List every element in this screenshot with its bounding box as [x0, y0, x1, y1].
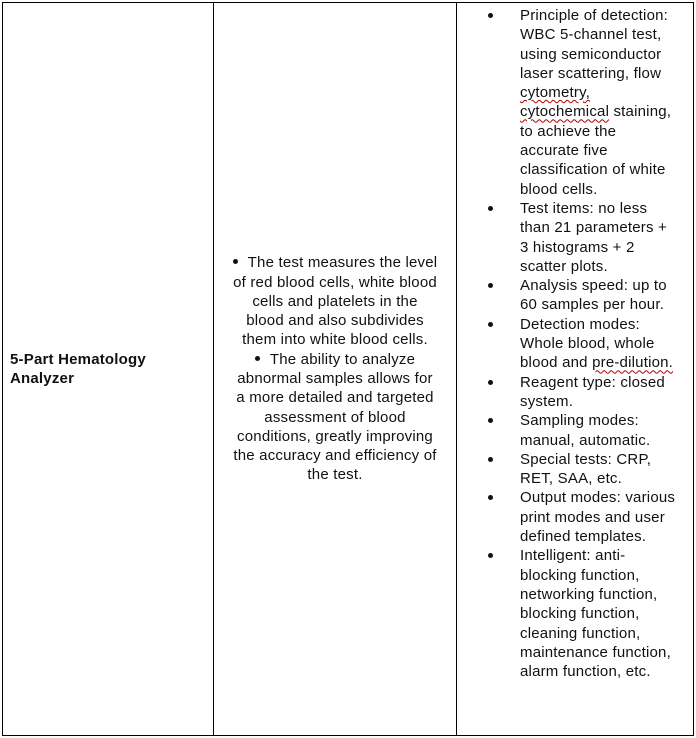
spec-text: Sampling modes: manual, automatic.: [520, 412, 651, 449]
spec-text-misspelled: cytochemical: [520, 103, 610, 121]
spec-item-sampling-modes: [457, 411, 693, 450]
spec-text-misspelled: cytometry,: [520, 84, 591, 102]
spec-item-intelligent-functions: [457, 546, 693, 681]
spec-text: Principle of detection: WBC 5-channel test, using semiconductor laser scattering, flow: [520, 7, 669, 82]
description-text: The ability to analyze abnormal samples allows for a more detailed and targeted assessment of blood conditions, greatly improving the accuracy and efficiency of the test.: [233, 350, 437, 484]
spec-bullet-list: [457, 6, 693, 681]
spec-text: Detection modes: Whole blood, whole blood and: [520, 315, 655, 372]
spec-text: Test items: no less than 21 parameters + 3 histograms + 2 scatter plots.: [520, 199, 668, 275]
spec-item-principle-of-detection: [457, 6, 693, 199]
spec-text: Output modes: various print modes and user defined templates.: [520, 489, 676, 546]
description-bullet-item: [232, 253, 438, 349]
spec-text: Analysis speed: up to 60 samples per hour.: [520, 277, 667, 314]
spec-item-detection-modes: [457, 315, 693, 373]
product-specs-cell: [456, 3, 693, 735]
spec-item-test-items: [457, 199, 693, 276]
description-bullet-list: [232, 253, 438, 485]
spec-text: staining, to achieve the accurate five classification of white blood cells.: [520, 103, 672, 198]
product-description-cell: [213, 3, 456, 735]
spec-text: Intelligent: anti-blocking function, networking function, blocking function, cleaning function, maintenance function, alarm function, etc.: [520, 547, 671, 681]
spec-item-reagent-type: [457, 373, 693, 412]
spec-text-misspelled: pre-dilution.: [592, 354, 674, 372]
spec-item-special-tests: [457, 450, 693, 489]
spec-text: Special tests: CRP, RET, SAA, etc.: [520, 450, 652, 488]
description-text: The test measures the level of red blood cells, white blood cells and platelets in the blood and also subdivides them into white blood cells.: [233, 254, 438, 349]
product-name-cell: [3, 3, 213, 735]
spec-item-output-modes: [457, 488, 693, 546]
spec-text: Reagent type: closed system.: [520, 373, 665, 410]
product-name: 5-Part Hematology Analyzer: [10, 350, 146, 387]
bullet-icon: [233, 259, 238, 264]
spec-item-analysis-speed: [457, 276, 693, 315]
bullet-icon: [255, 356, 260, 361]
description-bullet-item: [232, 350, 438, 485]
product-spec-table: [2, 2, 694, 736]
